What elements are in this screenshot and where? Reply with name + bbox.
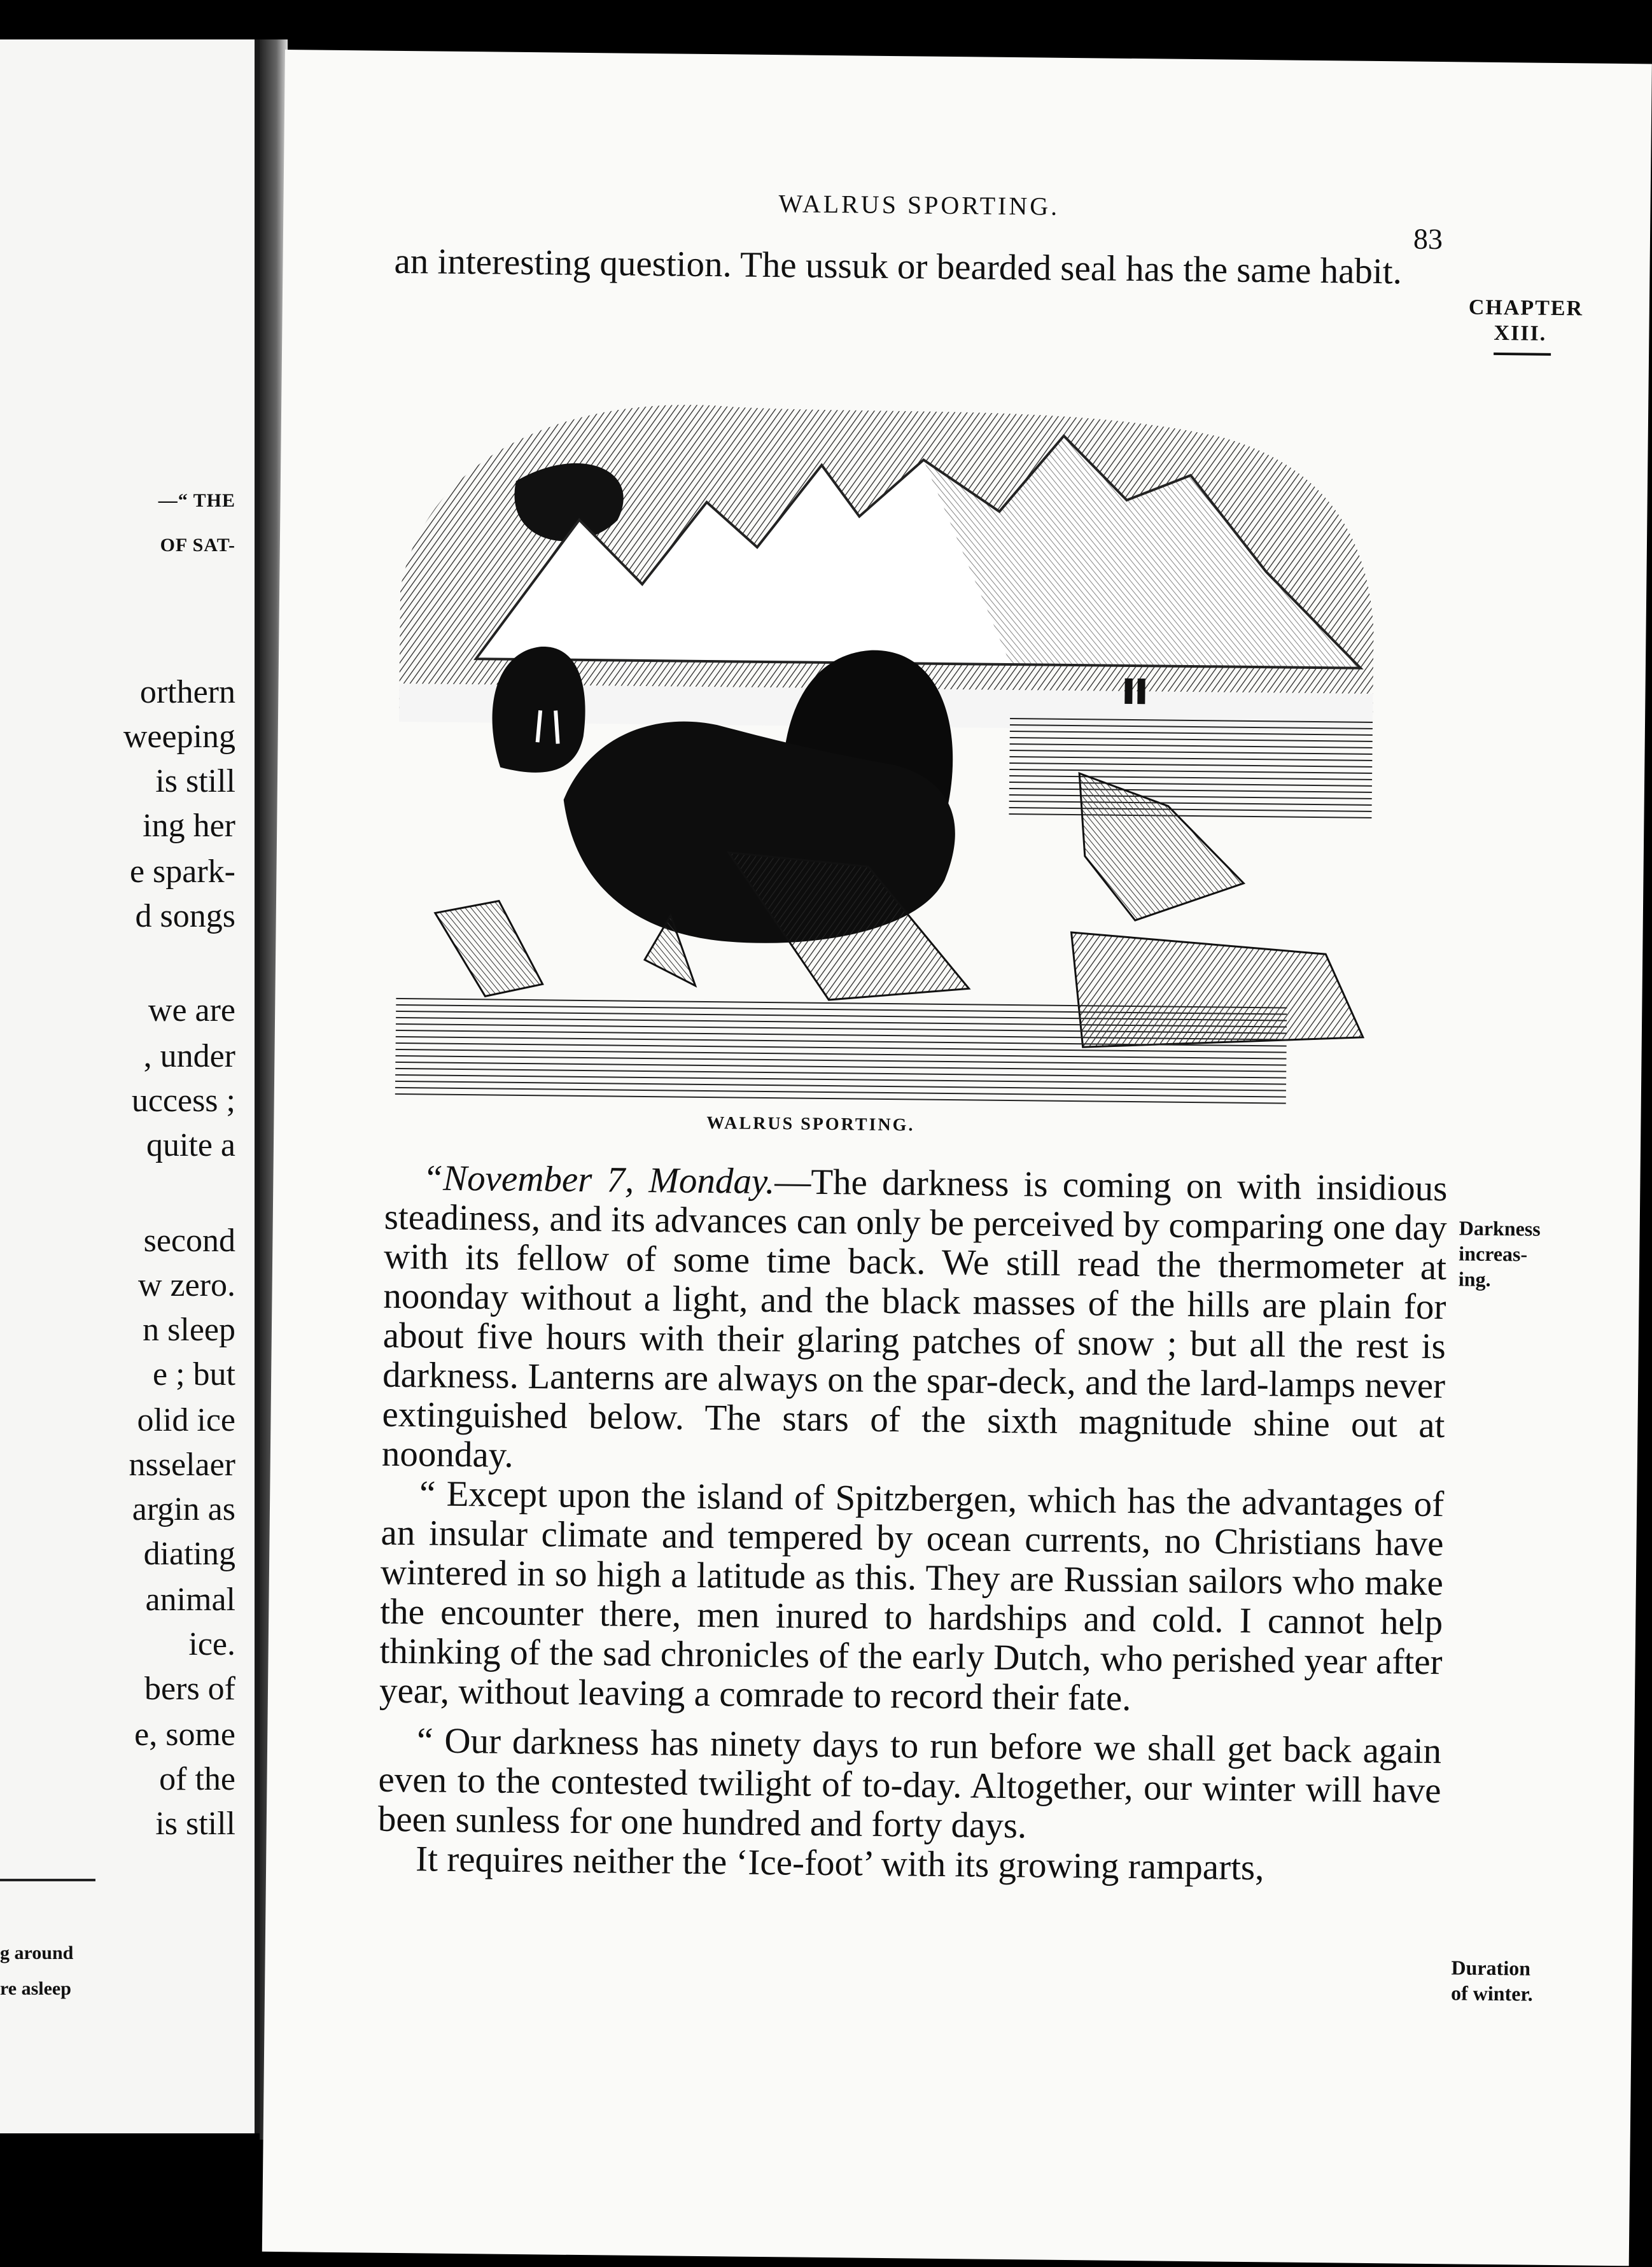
left-page-footnote-rule	[0, 1879, 95, 1881]
left-page-text-fragment: —“ THE	[158, 490, 235, 511]
left-page-text-fragment: w zero.	[137, 1267, 235, 1303]
human-figure	[1124, 678, 1132, 704]
paragraph-3: “ Our darkness has ninety days to run before we shall get back again even to the contested twilight of to-day. Altogether, our winter will have been sunless for one hundred and forty days.	[377, 1720, 1442, 1846]
left-facing-page	[0, 39, 261, 2133]
left-page-text-fragment: e, some	[134, 1716, 235, 1753]
left-page-text-fragment: uccess ;	[131, 1083, 235, 1119]
book-page	[262, 50, 1652, 2266]
paragraph-1-date: “November 7, Monday.	[423, 1158, 775, 1202]
paragraph-1-text: —The darkness is coming on with insidious steadiness, and its advances can only be perceived by comparing one day with its fellow of some time back. We still read the thermometer at noonday without a light, and the black masses of the hills are plain for about five hours with their glaring patches of snow ; but all the rest is darkness. Lanterns are always on the spar-deck, and the lard-lamps never extinguished below. The stars of the sixth magnitude shine out at noonday.	[381, 1162, 1448, 1475]
marginal-darkness-3: ing.	[1458, 1267, 1491, 1291]
walrus-engraving	[369, 353, 1396, 1159]
left-page-text-fragment: nsselaer	[129, 1447, 235, 1483]
left-page-text-fragment: of the	[159, 1761, 235, 1797]
left-page-text-fragment: is still	[155, 763, 235, 799]
paragraph-1	[382, 1158, 1448, 1485]
marginal-darkness-1: Darkness	[1459, 1216, 1541, 1240]
figure-caption: WALRUS SPORTING.	[706, 1113, 915, 1135]
human-figure-2	[1137, 678, 1145, 704]
chapter-marginal	[1468, 295, 1583, 356]
left-page-text-fragment: orthern	[139, 674, 235, 710]
left-page-text-fragment: second	[143, 1223, 235, 1259]
left-page-text-fragment: bers of	[144, 1671, 235, 1707]
paragraph-2: “ Except upon the island of Spitzbergen, which has the advantages of an insular climate and tempered by ocean currents, no Christians have wintered in so high a latitude as this. They are Russian sailors who make the encounter there, men inured to hardships and cold. I cannot help thinking of the sad chronicles of the early Dutch, who perished year after year, without leaving a comrade to record their fate.	[379, 1473, 1445, 1719]
left-page-text-fragment: ing her	[143, 808, 235, 844]
left-page-text-fragment: n sleep	[143, 1312, 235, 1348]
chapter-label: CHAPTER	[1468, 295, 1584, 321]
left-page-text-fragment: e ; but	[153, 1356, 235, 1393]
marginal-duration-1: Duration	[1451, 1956, 1531, 1980]
chapter-number: XIII.	[1494, 321, 1547, 346]
marginal-note-duration	[1451, 1955, 1533, 2006]
opening-text	[394, 242, 1457, 292]
left-page-text-fragment: d songs	[135, 898, 235, 934]
left-page-text-fragment: quite a	[146, 1127, 235, 1163]
chapter-rule	[1494, 353, 1551, 356]
marginal-darkness-2: increas-	[1459, 1242, 1528, 1266]
left-page-text-fragment: animal	[145, 1582, 235, 1618]
left-page-text-fragment: we are	[148, 992, 235, 1028]
paragraph-4: It requires neither the ‘Ice-foot’ with its growing ramparts,	[415, 1839, 1264, 1888]
ice-floe	[434, 901, 543, 997]
page-number: 83	[1413, 222, 1443, 256]
left-page-text-fragment: olid ice	[137, 1402, 235, 1438]
left-page-text-fragment: weeping	[123, 719, 235, 755]
foreground-water	[395, 995, 1287, 1107]
left-page-text-fragment: , under	[143, 1038, 235, 1074]
marginal-duration-2: of winter.	[1450, 1981, 1533, 2005]
running-head: WALRUS SPORTING.	[778, 189, 1060, 221]
left-page-text-fragment: ice.	[188, 1626, 235, 1662]
left-page-footnote: re asleep	[0, 1978, 71, 1999]
left-page-text-fragment: diating	[143, 1536, 235, 1572]
left-page-text-fragment: e spark-	[129, 853, 235, 890]
left-page-text-fragment: OF SAT-	[160, 535, 235, 556]
left-page-footnote: g around	[0, 1942, 74, 1963]
left-page-text-fragment: argin as	[132, 1491, 235, 1527]
walrus-left-tusk-2	[556, 711, 559, 744]
left-page-text-fragment: is still	[155, 1806, 235, 1842]
main-text	[377, 1158, 1448, 1890]
distant-water	[1009, 715, 1373, 821]
opening-paragraph: an interesting question. The ussuk or bearded seal has the same habit.	[394, 241, 1403, 292]
marginal-note-darkness	[1459, 1215, 1541, 1292]
